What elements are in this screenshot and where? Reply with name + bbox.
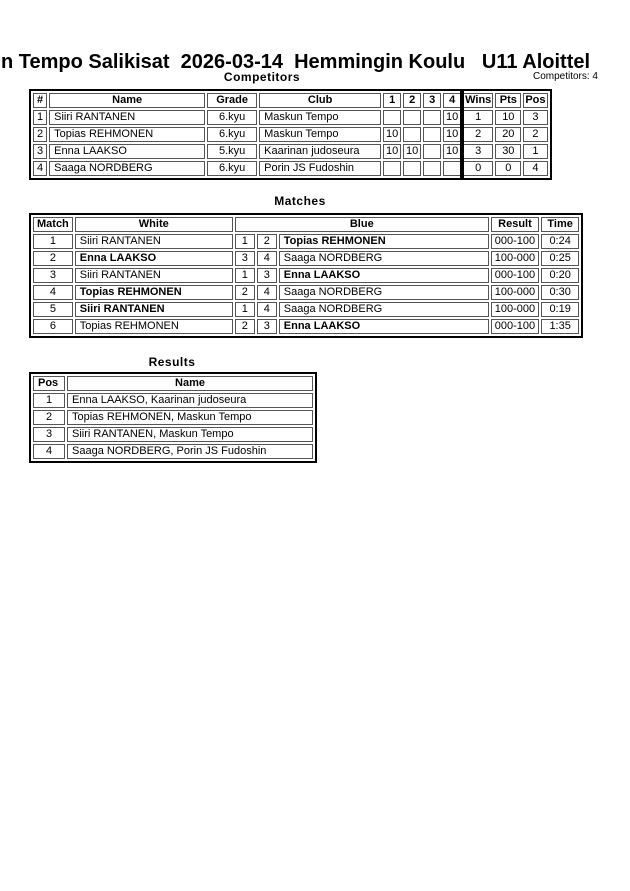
score-cell: [403, 127, 421, 142]
col-header-club: Club: [259, 93, 381, 108]
score-cell: [383, 110, 401, 125]
score-cell: [443, 161, 461, 176]
col-header-round-2: 2: [403, 93, 421, 108]
col-header-round-4: 4: [443, 93, 461, 108]
competitor-row: [33, 144, 548, 159]
match-time: 1:35: [541, 319, 579, 334]
page-title-text: n Tempo Salikisat 2026-03-14 Hemmingin Koulu U11 Aloittel: [1, 51, 591, 73]
match-blue-name: Enna LAAKSO: [279, 319, 489, 334]
competitor-pts: 0: [495, 161, 521, 176]
col-header-pos: Pos: [525, 94, 546, 106]
score-cell: 10: [383, 144, 401, 159]
result-pos: 4: [33, 444, 65, 459]
match-blue-seed: 3: [257, 319, 277, 334]
match-number: 1: [33, 234, 73, 249]
result-pos: 1: [33, 393, 65, 408]
match-row: [33, 268, 579, 283]
competitor-club: Kaarinan judoseura: [259, 144, 381, 159]
competitor-grade: 6.kyu: [207, 161, 257, 176]
match-number: 5: [33, 302, 73, 317]
result-row: [33, 410, 313, 425]
col-header-round-1: 1: [383, 93, 401, 108]
competitor-club: Maskun Tempo: [259, 110, 381, 125]
score-cell: 10: [443, 110, 461, 125]
match-white-name: Topias REHMONEN: [75, 285, 233, 300]
competitor-pos: 4: [523, 161, 547, 176]
competitor-number: 4: [33, 161, 47, 176]
score-cell: [383, 161, 401, 176]
match-blue-name: Saaga NORDBERG: [279, 302, 489, 317]
col-header-time: Time: [541, 217, 579, 232]
match-blue-seed: 2: [257, 234, 277, 249]
matches-table: [29, 213, 583, 338]
col-header-name: Name: [49, 93, 205, 108]
competitor-name: Enna LAAKSO: [49, 144, 205, 159]
matches-section-label: Matches: [274, 194, 326, 208]
results-table: [29, 372, 317, 463]
match-white-seed: 1: [235, 302, 255, 317]
competitor-pos: 2: [523, 127, 547, 142]
results-table-wrapper: [29, 372, 317, 463]
competitor-name: Siiri RANTANEN: [49, 110, 205, 125]
score-cell: [403, 161, 421, 176]
match-white-name: Siiri RANTANEN: [75, 302, 233, 317]
score-cell: 10: [403, 144, 421, 159]
competitor-pos: 1: [523, 144, 547, 159]
result-pos: 2: [33, 410, 65, 425]
competitor-number: 1: [33, 110, 47, 125]
score-cell: 10: [383, 127, 401, 142]
result-name: Siiri RANTANEN, Maskun Tempo: [67, 427, 313, 442]
col-header-pts: Pts: [495, 93, 521, 108]
col-header-white: White: [75, 217, 233, 232]
match-blue-seed: 3: [257, 268, 277, 283]
match-time: 0:25: [541, 251, 579, 266]
match-row: [33, 319, 579, 334]
competitor-pts: 30: [495, 144, 521, 159]
col-header-grade: Grade: [207, 93, 257, 108]
match-white-name: Siiri RANTANEN: [75, 234, 233, 249]
results-section-label: Results: [148, 355, 196, 369]
match-number: 3: [33, 268, 73, 283]
competitor-row: [33, 161, 548, 176]
competitor-name: Saaga NORDBERG: [49, 161, 205, 176]
competitor-wins: 2: [463, 127, 493, 142]
competitor-row: [33, 110, 548, 125]
col-header-blue: Blue: [235, 217, 489, 232]
score-cell: [403, 110, 421, 125]
results-header-row: [33, 376, 313, 391]
match-white-name: Enna LAAKSO: [75, 251, 233, 266]
match-blue-name: Topias REHMONEN: [279, 234, 489, 249]
competitor-club: Maskun Tempo: [259, 127, 381, 142]
competitor-number: 2: [33, 127, 47, 142]
competitor-wins: 0: [463, 161, 493, 176]
competitor-pts: 20: [495, 127, 521, 142]
col-header-wins: Wins: [465, 94, 492, 106]
competitor-grade: 5.kyu: [207, 144, 257, 159]
score-cell: [423, 144, 441, 159]
competitor-club: Porin JS Fudoshin: [259, 161, 381, 176]
col-header-round-3: 3: [423, 93, 441, 108]
match-row: [33, 285, 579, 300]
competitor-row: [33, 127, 548, 142]
match-row: [33, 302, 579, 317]
result-name: Topias REHMONEN, Maskun Tempo: [67, 410, 313, 425]
match-result: 000-100: [491, 268, 539, 283]
match-number: 2: [33, 251, 73, 266]
result-name: Enna LAAKSO, Kaarinan judoseura: [67, 393, 313, 408]
competitor-pts: 10: [495, 110, 521, 125]
score-cell: [423, 161, 441, 176]
match-blue-name: Saaga NORDBERG: [279, 285, 489, 300]
match-white-seed: 1: [235, 234, 255, 249]
competitors-table-wrapper: [29, 89, 552, 180]
match-white-seed: 2: [235, 285, 255, 300]
match-time: 0:24: [541, 234, 579, 249]
match-blue-name: Enna LAAKSO: [279, 268, 489, 283]
result-row: [33, 393, 313, 408]
match-white-seed: 2: [235, 319, 255, 334]
col-header-result: Result: [491, 217, 539, 232]
match-result: 100-000: [491, 251, 539, 266]
score-cell: 10: [443, 144, 461, 159]
result-name: Saaga NORDBERG, Porin JS Fudoshin: [67, 444, 313, 459]
result-pos: 3: [33, 427, 65, 442]
competitor-grade: 6.kyu: [207, 110, 257, 125]
competitor-pos: 3: [523, 110, 547, 125]
match-white-seed: 1: [235, 268, 255, 283]
match-white-name: Topias REHMONEN: [75, 319, 233, 334]
match-number: 4: [33, 285, 73, 300]
competitor-wins: 3: [463, 144, 493, 159]
match-time: 0:30: [541, 285, 579, 300]
col-header-match: Match: [33, 217, 73, 232]
competitors-count: Competitors: 4: [532, 71, 598, 82]
competitors-header-row: [33, 93, 548, 108]
match-blue-name: Saaga NORDBERG: [279, 251, 489, 266]
match-blue-seed: 4: [257, 302, 277, 317]
match-blue-seed: 4: [257, 251, 277, 266]
match-white-name: Siiri RANTANEN: [75, 268, 233, 283]
competitor-grade: 6.kyu: [207, 127, 257, 142]
competitor-name: Topias REHMONEN: [49, 127, 205, 142]
score-cell: [423, 127, 441, 142]
competitor-wins: 1: [463, 110, 493, 125]
match-result: 100-000: [491, 285, 539, 300]
match-row: [33, 251, 579, 266]
competitor-number: 3: [33, 144, 47, 159]
matches-table-wrapper: [29, 213, 583, 338]
match-result: 000-100: [491, 319, 539, 334]
competitors-section-label: Competitors: [223, 70, 301, 84]
score-cell: [423, 110, 441, 125]
match-result: 100-000: [491, 302, 539, 317]
col-header-name: Name: [67, 376, 313, 391]
col-header-number: #: [33, 93, 47, 108]
competitors-table: [29, 89, 552, 180]
match-number: 6: [33, 319, 73, 334]
score-cell: 10: [443, 127, 461, 142]
matches-header-row: [33, 217, 579, 232]
match-time: 0:20: [541, 268, 579, 283]
match-white-seed: 3: [235, 251, 255, 266]
match-result: 000-100: [491, 234, 539, 249]
match-row: [33, 234, 579, 249]
match-time: 0:19: [541, 302, 579, 317]
col-header-pos: Pos: [33, 376, 65, 391]
wins-group-divider: [460, 89, 464, 180]
match-blue-seed: 4: [257, 285, 277, 300]
result-row: [33, 444, 313, 459]
result-row: [33, 427, 313, 442]
